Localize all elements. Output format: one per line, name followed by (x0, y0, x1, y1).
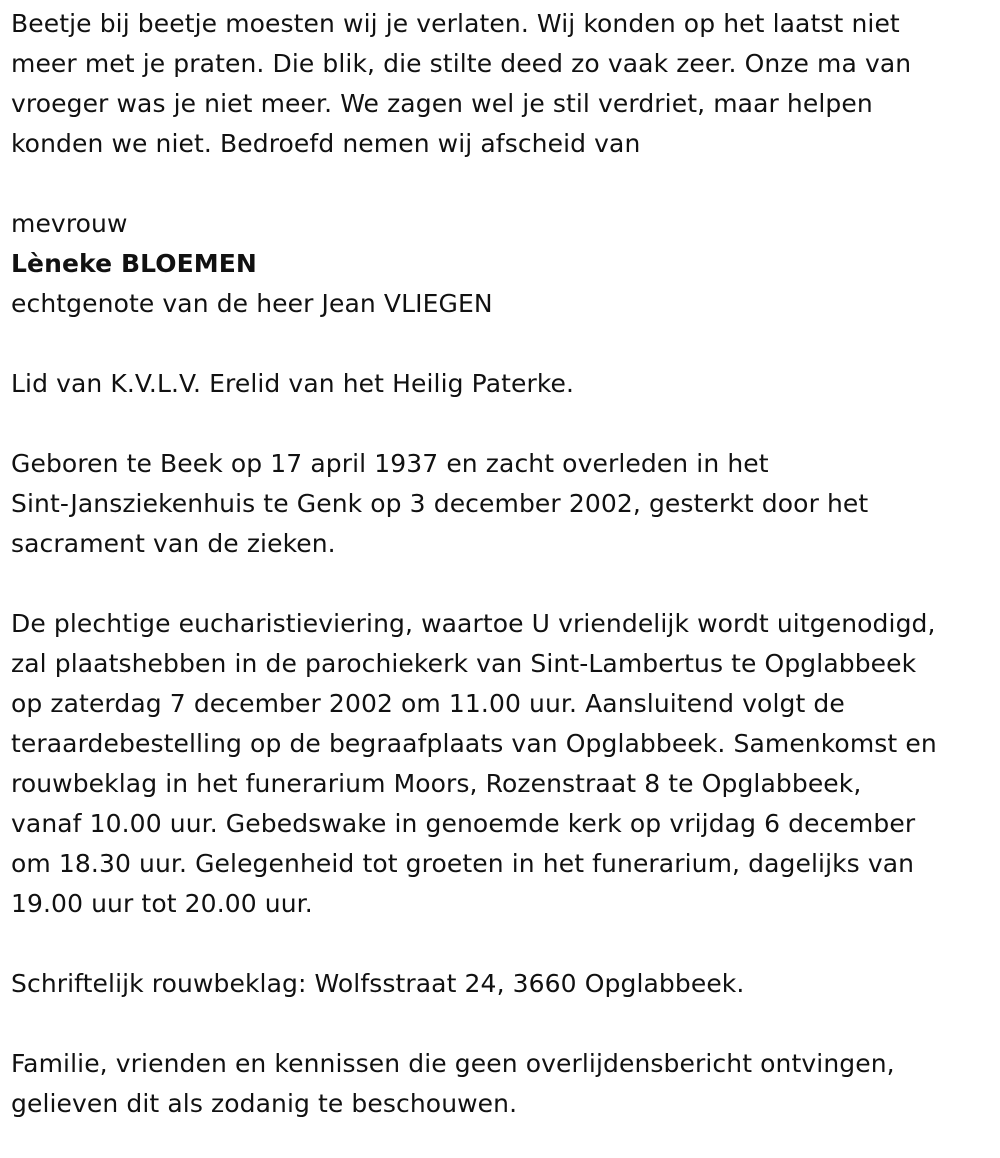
closing-line: gelieven dit als zodanig te beschouwen. (11, 1089, 518, 1118)
ceremony-paragraph (11, 604, 991, 924)
intro-line: konden we niet. Bedroefd nemen wij afscheid van (11, 129, 641, 158)
ceremony-line: vanaf 10.00 uur. Gebedswake in genoemde kerk op vrijdag 6 december (11, 809, 916, 838)
ceremony-line: 19.00 uur tot 20.00 uur. (11, 889, 313, 918)
spacer (11, 564, 991, 604)
membership-line: Lid van K.V.L.V. Erelid van het Heilig Paterke. (11, 369, 575, 398)
spacer (11, 324, 991, 364)
closing-line: Familie, vrienden en kennissen die geen overlijdensbericht ontvingen, (11, 1049, 895, 1078)
deceased-name: Lèneke BLOEMEN (11, 249, 257, 278)
condolence-address: Schriftelijk rouwbeklag: Wolfsstraat 24, 3660 Opglabbeek. (11, 969, 745, 998)
spacer (11, 164, 991, 204)
ceremony-line: rouwbeklag in het funerarium Moors, Rozenstraat 8 te Opglabbeek, (11, 769, 862, 798)
closing-paragraph (11, 1044, 991, 1124)
honorific-title: mevrouw (11, 209, 128, 238)
birth-death-line: Geboren te Beek op 17 april 1937 en zacht overleden in het (11, 449, 769, 478)
ceremony-line: teraardebestelling op de begraafplaats van Opglabbeek. Samenkomst en (11, 729, 937, 758)
ceremony-line: om 18.30 uur. Gelegenheid tot groeten in het funerarium, dagelijks van (11, 849, 915, 878)
intro-line: Beetje bij beetje moesten wij je verlaten. Wij konden op het laatst niet (11, 9, 900, 38)
ceremony-line: zal plaatshebben in de parochiekerk van Sint-Lambertus te Opglabbeek (11, 649, 917, 678)
intro-paragraph (11, 4, 991, 164)
birth-death-line: Sint-Jansziekenhuis te Genk op 3 december 2002, gesterkt door het (11, 489, 869, 518)
spouse-line: echtgenote van de heer Jean VLIEGEN (11, 289, 493, 318)
birth-death-paragraph (11, 444, 991, 564)
ceremony-line: op zaterdag 7 december 2002 om 11.00 uur. Aansluitend volgt de (11, 689, 845, 718)
spacer (11, 404, 991, 444)
spacer (11, 924, 991, 964)
intro-line: meer met je praten. Die blik, die stilte deed zo vaak zeer. Onze ma van (11, 49, 912, 78)
obituary-document (11, 4, 991, 1124)
birth-death-line: sacrament van de zieken. (11, 529, 336, 558)
ceremony-line: De plechtige eucharistieviering, waartoe U vriendelijk wordt uitgenodigd, (11, 609, 936, 638)
intro-line: vroeger was je niet meer. We zagen wel je stil verdriet, maar helpen (11, 89, 873, 118)
spacer (11, 1004, 991, 1044)
